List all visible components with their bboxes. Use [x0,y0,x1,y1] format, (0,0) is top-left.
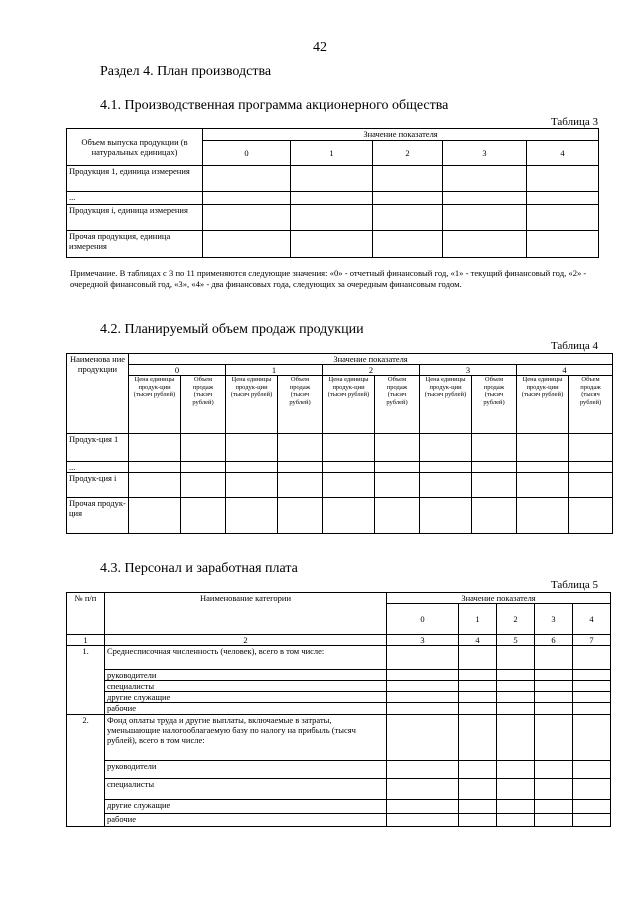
t5-row-text: Фонд оплаты труда и другие выплаты, включаемые в затраты, уменьшающие налогооблагаемую базу по налогу на прибыль (тысяч рублей), всего в том числе: [105,715,387,761]
t5-num-header: № п/п [67,593,105,635]
t4-col-header: Наименова ние продукции [67,354,129,434]
t5-category: специалисты [105,681,387,692]
t3-period: 0 [203,141,291,166]
table-5 [66,592,611,827]
t4-volume-header: Объем продаж (тысяч рублей) [472,376,517,434]
t5-category: специалисты [105,779,387,800]
t5-period: 0 [387,604,459,635]
table5-caption: Таблица 5 [550,579,598,591]
table3-caption: Таблица 3 [550,116,598,128]
t4-row-label: Прочая продук-ция [67,498,129,534]
s42-title: 4.2. Планируемый объем продаж продукции [100,322,364,337]
t5-name-header: Наименование категории [105,593,387,635]
t5-category: рабочие [105,703,387,715]
section-title: Раздел 4. План производства [100,64,272,79]
s43-title: 4.3. Персонал и заработная плата [100,561,298,576]
page-number: 42 [313,40,327,55]
t4-price-header: Цена единицы продук-ции (тысяч рублей) [323,376,375,434]
table-3 [66,128,599,258]
t4-price-header: Цена единицы продук-ции (тысяч рублей) [226,376,278,434]
t5-col-number: 3 [387,635,459,646]
t4-price-header: Цена единицы продук-ции (тысяч рублей) [129,376,181,434]
t4-group-header: Значение показателя [129,354,613,365]
s41-title: 4.1. Производственная программа акционерного общества [100,98,449,113]
table-4 [66,353,613,534]
t4-period: 2 [323,365,420,376]
t3-row-label: Продукция i, единица измерения [67,205,203,231]
t5-group-header: Значение показателя [387,593,611,604]
t4-row-label: Продук-ция i [67,473,129,498]
t5-period: 3 [535,604,573,635]
t3-row-label: ... [67,192,203,205]
t5-col-number: 2 [105,635,387,646]
t3-period: 4 [527,141,599,166]
t3-row-label: Прочая продукция, единица измерения [67,231,203,258]
t4-volume-header: Объем продаж (тысяч рублей) [278,376,323,434]
t5-col-number: 1 [67,635,105,646]
table4-caption: Таблица 4 [550,340,598,352]
t3-period: 2 [373,141,443,166]
t5-col-number: 5 [497,635,535,646]
note: Примечание. В таблицах с 3 по 11 применяются следующие значения: «0» - отчетный финансовый год, «1» - текущий финансовый год, «2» - очередной финансовый год, «3», «4» - два финансовых года, следующих за очередным финансовым годом. [70,268,587,289]
t5-category: руководители [105,670,387,681]
t5-category: рабочие [105,814,387,827]
t5-category: руководители [105,761,387,779]
t3-group-header: Значение показателя [203,129,599,141]
t5-category: другие служащие [105,800,387,814]
t5-row-number: 2. [67,715,105,827]
t3-row-label: Продукция 1, единица измерения [67,166,203,192]
t5-row-number: 1. [67,646,105,715]
t5-row-text: Среднесписочная численность (человек), всего в том числе: [105,646,387,670]
t5-col-number: 6 [535,635,573,646]
t4-volume-header: Объем продаж (тысяч рублей) [375,376,420,434]
t4-volume-header: Объем продаж (тысяч рублей) [569,376,613,434]
t4-row-label: ... [67,462,129,473]
t3-period: 3 [443,141,527,166]
t4-row-label: Продук-ция 1 [67,434,129,462]
t5-col-number: 4 [459,635,497,646]
t4-period: 4 [517,365,613,376]
t5-category: другие служащие [105,692,387,703]
t4-period: 3 [420,365,517,376]
t4-period: 0 [129,365,226,376]
t4-price-header: Цена единицы продук-ции (тысяч рублей) [517,376,569,434]
t4-price-header: Цена единицы продук-ции (тысяч рублей) [420,376,472,434]
t5-col-number: 7 [573,635,611,646]
t4-volume-header: Объем продаж (тысяч рублей) [181,376,226,434]
t5-period: 1 [459,604,497,635]
t5-period: 2 [497,604,535,635]
t4-period: 1 [226,365,323,376]
t3-col-header: Объем выпуска продукции (в натуральных единицах) [67,129,203,166]
t5-period: 4 [573,604,611,635]
t3-period: 1 [291,141,373,166]
